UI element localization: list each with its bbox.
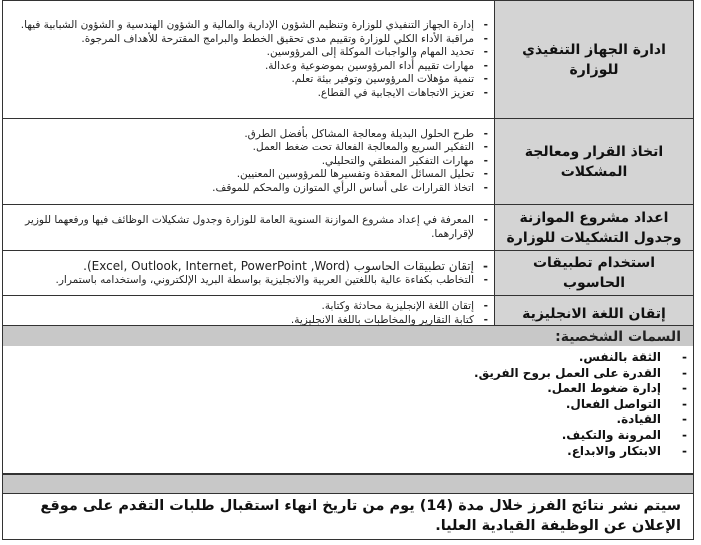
list-item: - إتقان اللغة الإنجليزية محادثة وكتابة.	[11, 300, 488, 314]
list-item: - الابتكار والابداع.	[3, 444, 687, 460]
list-item: - تحليل المسائل المعقدة وتفسيرها للمرؤوسين المعنيين.	[11, 168, 488, 182]
competency-heading: اتخاذ القرار ومعالجة المشكلات	[495, 119, 694, 205]
list-item: - كتابة التقارير والمخاطبات باللغة الانجليزية.	[11, 314, 488, 328]
list-item: - مهارات التفكير المنطقي والتحليلي.	[11, 155, 488, 169]
list-item: - التواصل الفعال.	[3, 397, 687, 413]
competency-items	[3, 205, 495, 251]
competency-items	[3, 1, 495, 119]
results-notice: سيتم نشر نتائج الفرز خلال مدة (14) يوم من تاريخ انهاء استقبال طلبات التقدم على موقع الإعلان عن الوظيفة القيادية العليا.	[2, 493, 694, 540]
list-item: - إدارة الجهاز التنفيذي للوزارة وتنظيم الشؤون الإدارية والمالية و الشؤون الهندسية و الشؤون الشبابية فيها.	[11, 19, 488, 33]
competencies-table	[2, 0, 694, 332]
competency-items	[3, 119, 495, 205]
list-item: - المرونة والتكيف.	[3, 428, 687, 444]
competency-heading: ادارة الجهاز التنفيذي للوزارة	[495, 1, 694, 119]
list-item: - مراقبة الأداء الكلي للوزارة وتقييم مدى تحقيق الخطط والبرامج المقترحة للأهداف المرجوة.	[11, 33, 488, 47]
list-item: - تحديد المهام والواجبات الموكلة إلى المرؤوسين.	[11, 46, 488, 60]
list-item: - القيادة.	[3, 412, 687, 428]
list-item: - إدارة ضغوط العمل.	[3, 381, 687, 397]
list-item: - اتخاذ القرارات على أساس الرأي المتوازن والمحكم للموقف.	[11, 182, 488, 196]
personal-traits-box	[2, 346, 694, 474]
list-item: - الثقة بالنفس.	[3, 350, 687, 366]
competency-items	[3, 251, 495, 296]
table-row	[3, 1, 694, 119]
list-item: - المعرفة في إعداد مشروع الموازنة السنوية العامة للوزارة وجدول تشكيلات الوظائف فيها ورفعهما للوزير لإقرارهما.	[11, 214, 488, 241]
competency-heading: استخدام تطبيقات الحاسوب	[495, 251, 694, 296]
list-item: - طرح الحلول البديلة ومعالجة المشاكل بأفضل الطرق.	[11, 128, 488, 142]
separator-band	[2, 474, 694, 494]
list-item: - التخاطب بكفاءة عالية باللغتين العربية والانجليزية بواسطة البريد الإلكتروني، واستخدامه باستمرار.	[11, 274, 488, 288]
competency-heading: اعداد مشروع الموازنة وجدول التشكيلات للوزارة	[495, 205, 694, 251]
table-row	[3, 119, 694, 205]
list-item: - تنمية مؤهلات المرؤوسين وتوفير بيئة تعلم.	[11, 73, 488, 87]
list-item: - القدرة على العمل بروح الفريق.	[3, 366, 687, 382]
table-row	[3, 251, 694, 296]
list-item: - مهارات تقييم أداء المرؤوسين بموضوعية وعدالة.	[11, 60, 488, 74]
table-row	[3, 205, 694, 251]
personal-traits-title: السمات الشخصية:	[555, 329, 681, 345]
competency-heading: إتقان اللغة الانجليزية	[495, 296, 694, 332]
list-item: - تعزيز الاتجاهات الايجابية في القطاع.	[11, 87, 488, 101]
list-item: - إتقان تطبيقات الحاسوب (Excel, Outlook, Internet, PowerPoint ,Word).	[11, 258, 488, 274]
list-item: - التفكير السريع والمعالجة الفعالة تحت ضغط العمل.	[11, 141, 488, 155]
